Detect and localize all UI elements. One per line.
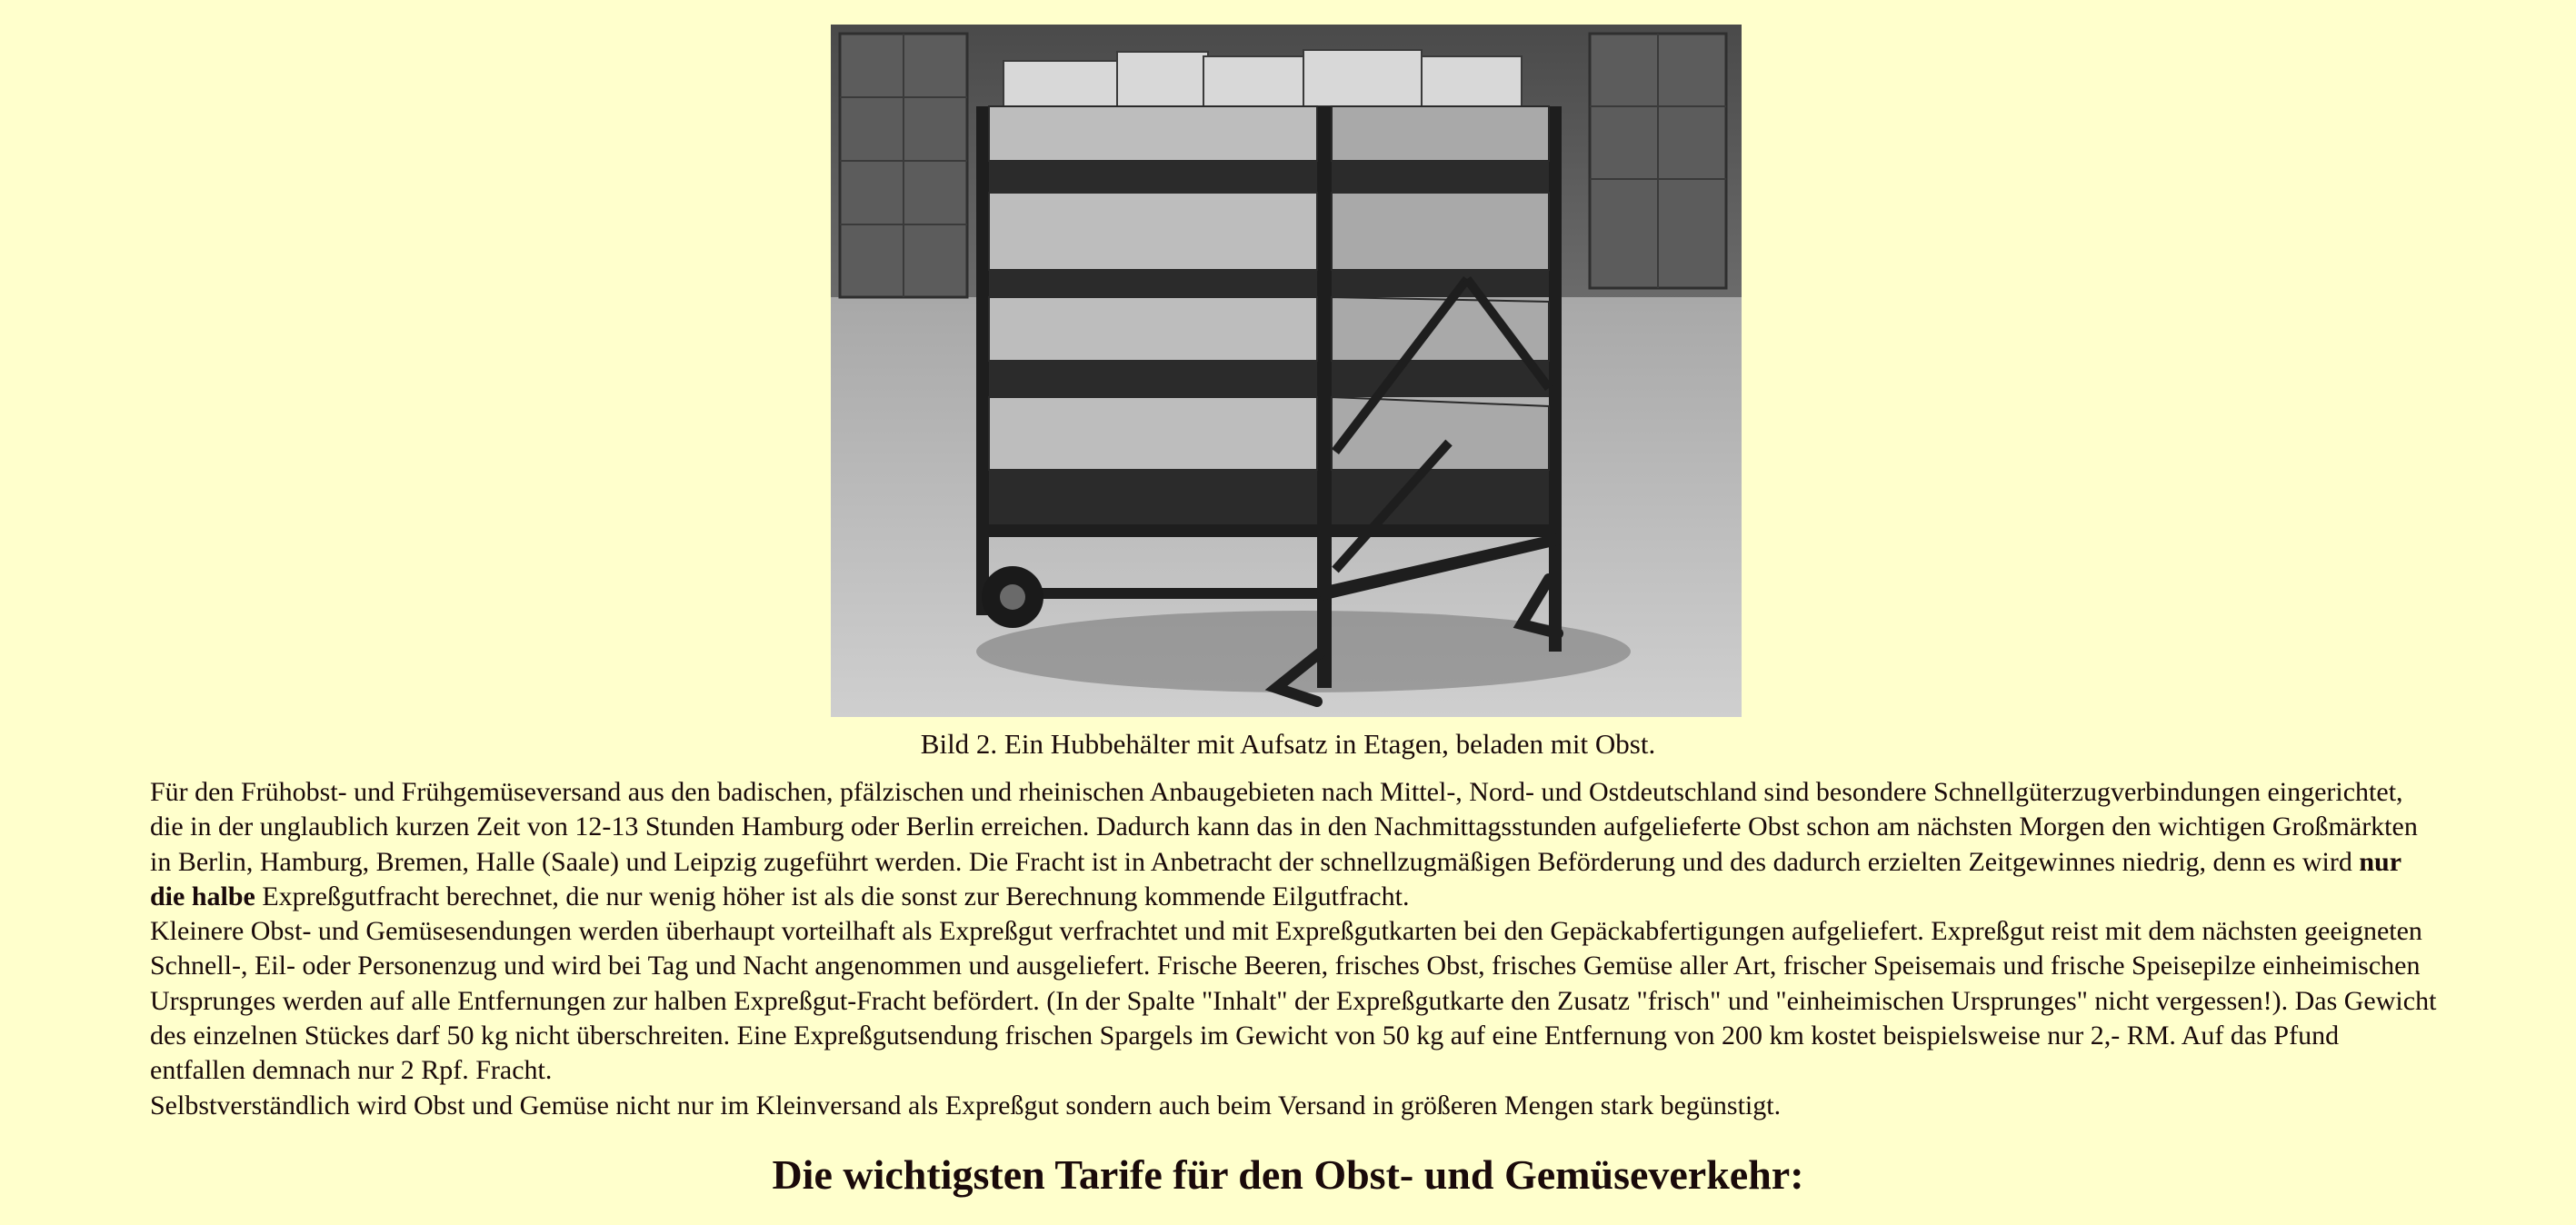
paragraph-text: Für den Frühobst- und Frühgemüseversand aus den badischen, pfälzischen und rheinischen Anbaugebieten nach Mittel-, Nord- und Ostdeutschland sind besondere Schnellgüterzugverbindungen eingerichtet, die in der unglaublich kurzen Zeit von 12-13 Stunden Hamburg oder Berlin erreichen. Dadurch kann das in den Nachmittagsstunden aufgelieferte Obst schon am nächsten Morgen den wichtigen Großmärkten in Berlin, Hamburg, Bremen, Halle (Saale) und Leipzig zugeführt werden. Die Fracht ist in Anbetracht der schnellzugmäßigen Beförderung und des dadurch erzielten Zeitgewinnes niedrig, denn es wird <box>150 777 2418 877</box>
paragraph <box>150 775 2441 914</box>
paragraph: Kleinere Obst- und Gemüsesendungen werden überhaupt vorteilhaft als Expreßgut verfrachtet und mit Expreßgutkarten bei den Gepäckabfertigungen aufgeliefert. Expreßgut reist mit dem nächsten geeigneten Schnell-, Eil- oder Personenzug und wird bei Tag und Nacht angenommen und ausgeliefert. Frische Beeren, frisches Obst, frisches Gemüse aller Art, frischer Speisemais und frische Speisepilze einheimischen Ursprunges werden auf alle Entfernungen zur halben Expreßgut-Fracht befördert. (In der Spalte "Inhalt" der Expreßgutkarte den Zusatz "frisch" und "einheimischen Ursprunges" nicht vergessen!). Das Gewicht des einzelnen Stückes darf 50 kg nicht überschreiten. Eine Expreßgutsendung frischen Spargels im Gewicht von 50 kg auf eine Entfernung von 200 km kostet beispielsweise nur 2,- RM. Auf das Pfund entfallen demnach nur 2 Rpf. Fracht. <box>150 916 2437 1086</box>
section-heading: Die wichtigsten Tarife für den Obst- und Gemüseverkehr: <box>772 1151 1804 1198</box>
article-body <box>150 775 2441 1123</box>
paragraph: Selbstverständlich wird Obst und Gemüse nicht nur im Kleinversand als Expreßgut sondern auch beim Versand in größeren Mengen stark begünstigt. <box>150 1090 1782 1120</box>
photo-hubbehaelter <box>831 25 1742 717</box>
figure-caption: Bild 2. Ein Hubbehälter mit Aufsatz in Etagen, beladen mit Obst. <box>920 728 1656 760</box>
photo-illustration <box>831 25 1742 717</box>
emphasis-text: nur die halbe <box>150 846 2401 911</box>
paragraph-text: Expreßgutfracht berechnet, die nur wenig höher ist als die sonst zur Berechnung kommende Eilgutfracht. <box>255 881 1410 911</box>
